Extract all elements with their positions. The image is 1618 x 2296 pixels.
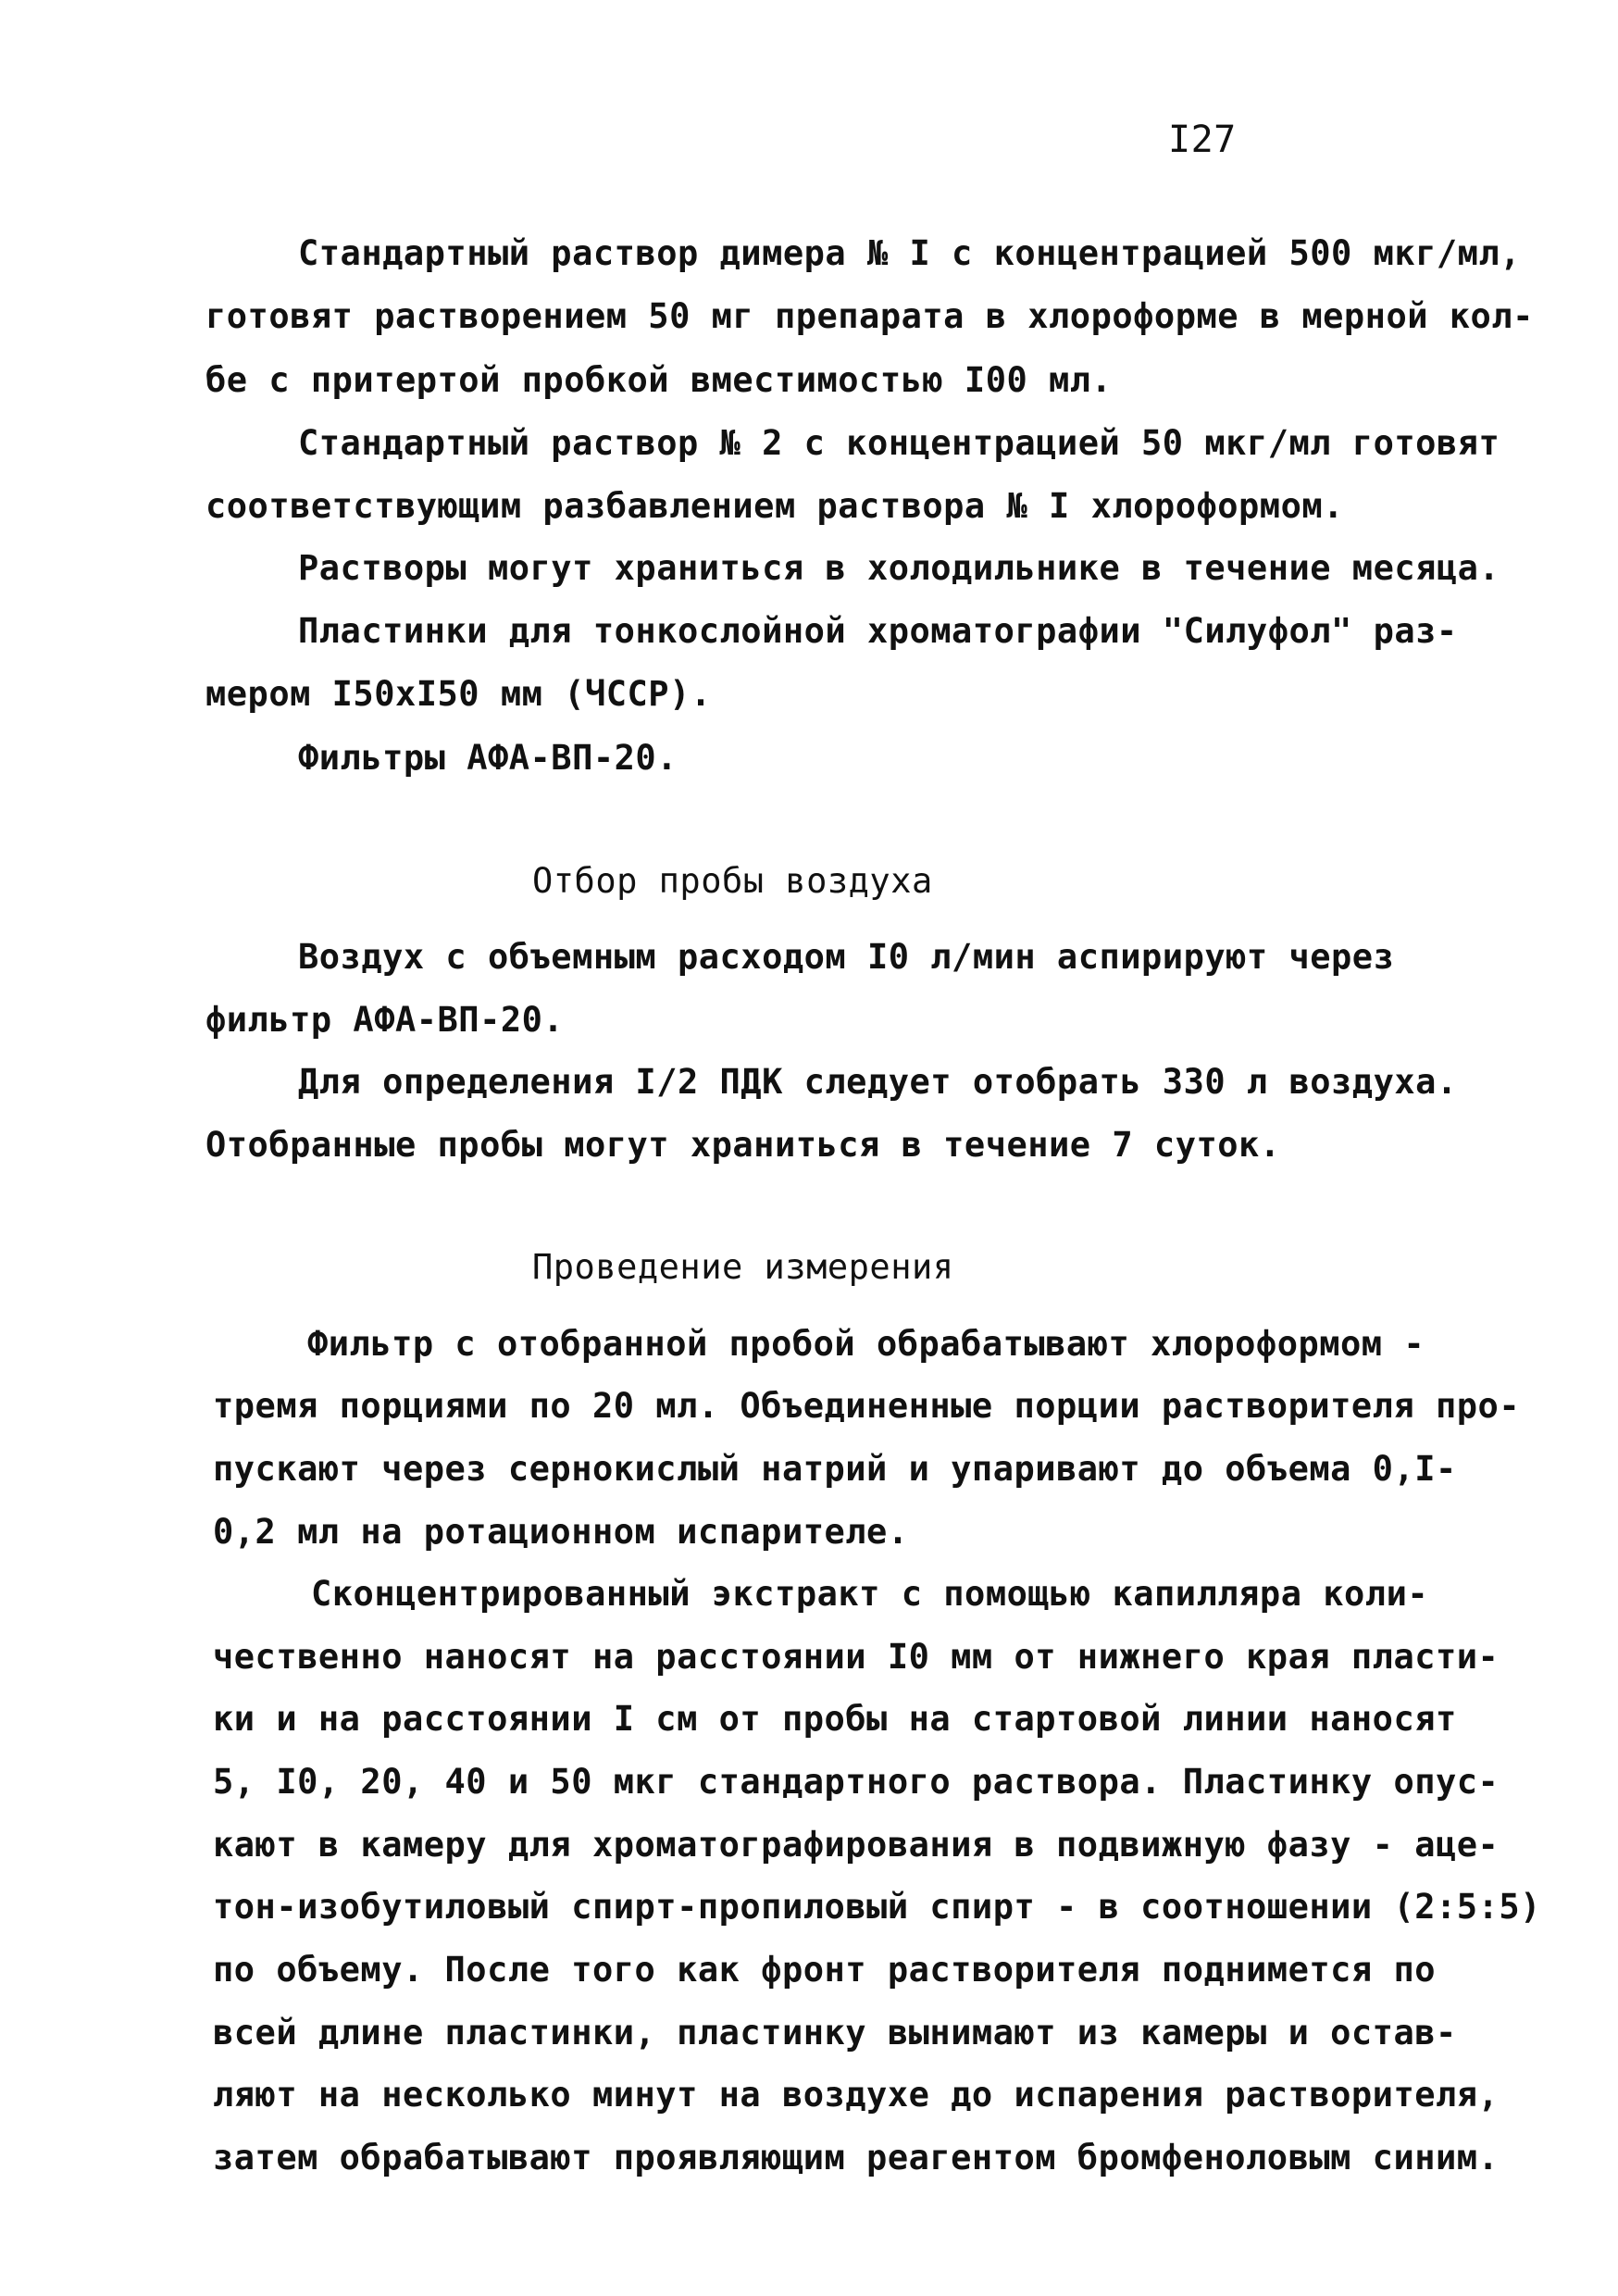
text-line: Пластинки для тонкослойной хроматографии "Силуфол" раз- [298, 611, 1458, 651]
text-line: мером I50хI50 мм (ЧССР). [205, 674, 712, 714]
text-line: ки и на расстоянии I см от пробы на стартовой линии наносят [213, 1699, 1457, 1739]
text-line: Воздух с объемным расходом I0 л/мин аспирируют через [298, 937, 1395, 977]
text-line: бе с притертой пробкой вместимостью I00 мл. [205, 360, 1113, 400]
text-line: тремя порциями по 20 мл. Объединенные порции растворителя про- [213, 1386, 1521, 1426]
text-line: соответствующим разбавлением раствора № I хлороформом. [205, 486, 1344, 526]
text-line: всей длине пластинки, пластинку вынимают из камеры и остав- [213, 2013, 1457, 2053]
text-line: Растворы могут храниться в холодильнике в течение месяца. [298, 548, 1500, 588]
text-line: 0,2 мл на ротационном испарителе. [213, 1512, 909, 1552]
text-line: пускают через сернокислый натрий и упаривают до объема 0,I- [213, 1449, 1457, 1489]
text-line: чественно наносят на расстоянии I0 мм от нижнего края пласти- [213, 1637, 1500, 1677]
text-line: кают в камеру для хроматографирования в подвижную фазу - аце- [213, 1825, 1500, 1865]
text-line: Фильтры АФА-ВП-20. [298, 738, 678, 778]
page-number: I27 [1168, 119, 1237, 161]
text-line: Для определения I/2 ПДК следует отобрать 330 л воздуха. [298, 1062, 1458, 1102]
text-line: 5, I0, 20, 40 и 50 мкг стандартного раствора. Пластинку опус- [213, 1762, 1500, 1802]
text-line: по объему. После того как фронт растворителя поднимется по [213, 1950, 1437, 1990]
text-line: Отобранные пробы могут храниться в течение 7 суток. [205, 1125, 1281, 1165]
text-line: Стандартный раствор № 2 с концентрацией 50 мкг/мл готовят [298, 423, 1500, 463]
text-line: затем обрабатывают проявляющим реагентом бромфеноловым синим. [213, 2138, 1500, 2177]
text-line: Фильтр с отобранной пробой обрабатывают хлороформом - [307, 1324, 1425, 1364]
text-line: готовят растворением 50 мг препарата в хлороформе в мерной кол- [205, 296, 1534, 336]
text-line: тон-изобутиловый спирт-пропиловый спирт - в соотношении (2:5:5) [213, 1887, 1541, 1927]
section-heading: Проведение измерения [532, 1247, 954, 1287]
text-line: ляют на несколько минут на воздухе до испарения растворителя, [213, 2075, 1500, 2115]
section-heading: Отбор пробы воздуха [532, 861, 933, 901]
text-line: фильтр АФА-ВП-20. [205, 1000, 565, 1040]
text-line: Сконцентрированный экстракт с помощью капилляра коли- [311, 1574, 1429, 1614]
text-line: Стандартный раствор димера № I с концентрацией 500 мкг/мл, [298, 233, 1522, 273]
